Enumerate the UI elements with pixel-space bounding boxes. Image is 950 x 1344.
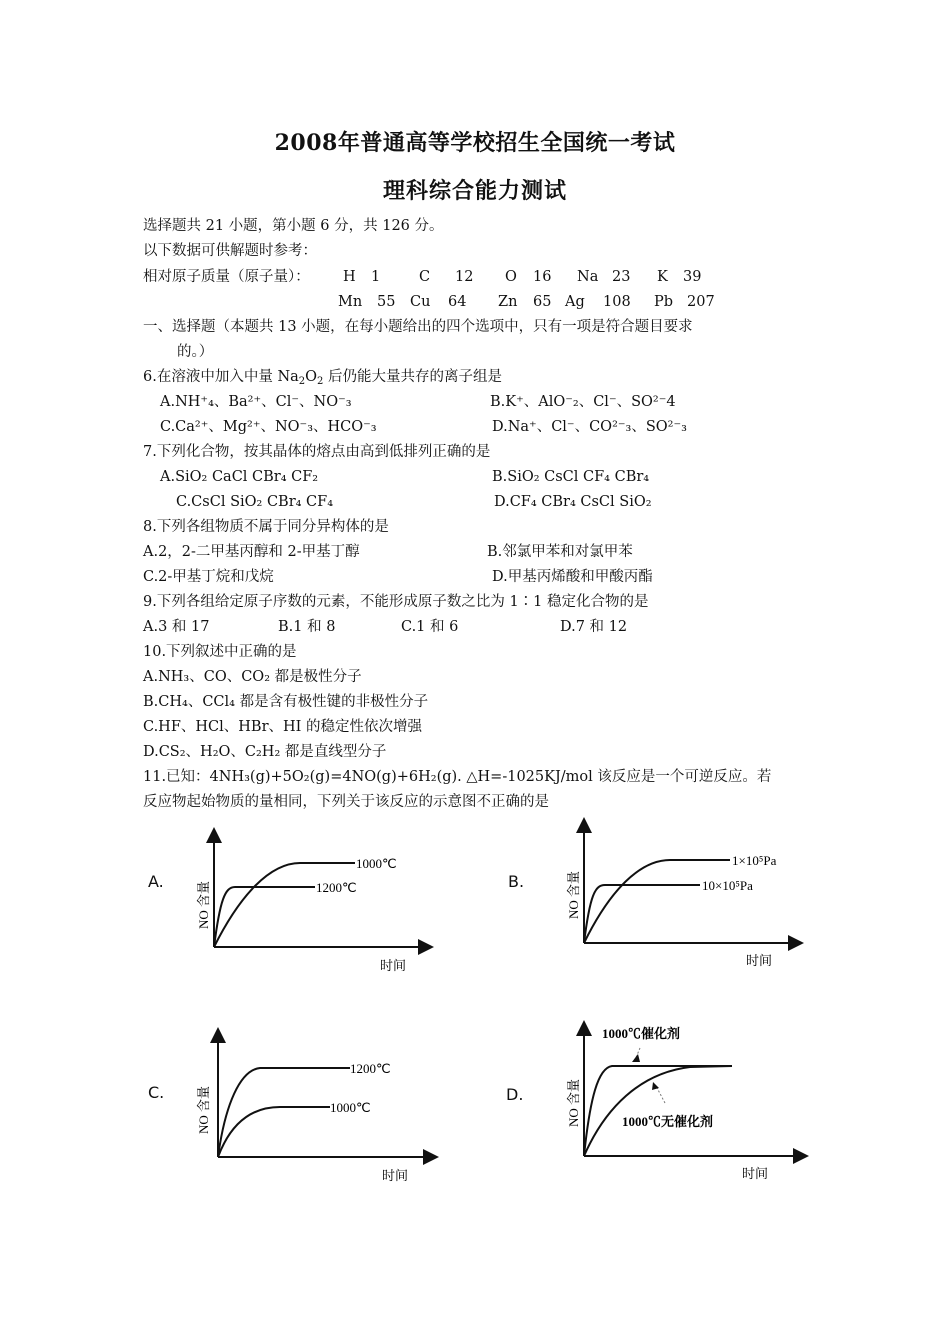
graph-a (190, 825, 450, 975)
graph-d (560, 1018, 820, 1183)
graph-a-label: A. (148, 872, 164, 891)
question-9-stem: 9.下列各组给定原子序数的元素，不能形成原子数之比为 1∶1 稳定化合物的是 (143, 594, 649, 610)
svg-text:1×10⁵Pa: 1×10⁵Pa (732, 853, 777, 868)
svg-text:NO 含量: NO 含量 (196, 1085, 211, 1135)
question-6-stem: 6.在溶液中加入中量 $Na_2O_2$ 后仍能大量共存的离子组是 (143, 369, 503, 387)
svg-text:时间: 时间 (746, 953, 773, 968)
graph-c (190, 1025, 450, 1185)
atomic-mass-label: 相对原子质量（原子量）： (143, 269, 310, 285)
atomic-mass-row-1: 相对原子质量（原子量）： H 1 C 12 O 16 Na 23 K 39 (143, 269, 702, 285)
question-8-option-a: A.2，2-二甲基丙醇和 2-甲基丁醇 (143, 544, 360, 560)
question-11-stem-cont: 反应物起始物质的量相同，下列关于该反应的示意图不正确的是 (143, 794, 549, 810)
question-6-option-a: A.NH⁺₄、Ba²⁺、Cl⁻、NO⁻₃ (160, 394, 352, 410)
page-subtitle: 理科综合能力测试 (382, 178, 567, 204)
question-8-option-c: C.2-甲基丁烷和戊烷 (143, 569, 274, 585)
svg-text:1000℃催化剂: 1000℃催化剂 (602, 1026, 681, 1041)
question-6-option-b: B.K⁺、AlO⁻₂、Cl⁻、SO²⁻4 (490, 394, 676, 410)
question-8-stem: 8.下列各组物质不属于同分异构体的是 (143, 519, 389, 535)
svg-text:1200℃: 1200℃ (316, 880, 357, 895)
question-7-stem: 7.下列化合物，按其晶体的熔点由高到低排列正确的是 (143, 444, 491, 460)
question-7-option-b: B.SiO₂ CsCl CF₄ CBr₄ (492, 469, 650, 485)
question-10-option-a: A.NH₃、CO、CO₂ 都是极性分子 (143, 669, 362, 685)
question-7-option-a: A.SiO₂ CaCl CBr₄ CF₂ (160, 469, 319, 485)
question-7-option-c: C.CsCl SiO₂ CBr₄ CF₄ (176, 494, 334, 510)
intro-line-2: 以下数据可供解题时参考： (143, 243, 317, 259)
svg-text:1000℃: 1000℃ (356, 856, 397, 871)
question-6-option-c: C.Ca²⁺、Mg²⁺、NO⁻₃、HCO⁻₃ (160, 419, 377, 435)
exam-page: 2008年普通高等学校招生全国统一考试 理科综合能力测试 选择题共 21 小题，第小题 6 分，共 126 分。 以下数据可供解题时参考： 相对原子质量（原子量）： H 1 C 12 O 16 Na 23 K 39 Mn 55 Cu 64 Zn 65 Ag 108 Pb 207 一、选择题（本题共 13 小题，在每小题给出的四个选项中，只有一项是符合题目要求 的。） 6.在溶液中加入中量 $Na_2O_2$ 后仍能大量共存的离子组是 A.NH⁺₄、Ba²⁺、Cl⁻、NO⁻₃ B.K⁺、AlO⁻₂、Cl⁻、SO²⁻4 C.Ca²⁺、Mg²⁺、NO⁻₃、HCO⁻₃ D.Na⁺、Cl⁻、CO²⁻₃、SO²⁻₃ 7.下列化合物，按其晶体的熔点由高到低排列正确的是 A.SiO₂ CaCl CBr₄ CF₂ B.SiO₂ CsCl CF₄ CBr₄ C.CsCl SiO₂ CBr₄ CF₄ D.CF₄ CBr₄ CsCl SiO₂ 8.下列各组物质不属于同分异构体的是 A.2，2-二甲基丙醇和 2-甲基丁醇 B.邻氯甲苯和对氯甲苯 C.2-甲基丁烷和戊烷 D.甲基丙烯酸和甲酸丙酯 9.下列各组给定原子序数的元素，不能形成原子数之比为 1∶1 稳定化合物的是 A.3 和 17 B.1 和 8 C.1 和 6 D.7 和 12 10.下列叙述中正确的是 A.NH₃、CO、CO₂ 都是极性分子 B.CH₄、CCl₄ 都是含有极性键的非极性分子 C.HF、HCl、HBr、HI 的稳定性依次增强 D.CS₂、H₂O、C₂H₂ 都是直线型分子 11.已知：4NH₃(g)+5O₂(g)=4NO(g)+6H₂(g). △H=-1025KJ/mol 该反应是一个可逆反应。若 反应物起始物质的量相同，下列关于该反应的示意图不正确的是 A. NO 含量 时间 1000℃ 1200℃ B. NO 含量 时间 1×10⁵Pa 10×10⁵Pa C. NO 含量 时间 1200℃ 1000℃ D. NO 含量 时间 1000℃催化剂 1000℃无催化剂 (0, 0, 950, 1344)
section-heading-cont: 的。） (177, 344, 214, 360)
svg-text:NO 含量: NO 含量 (566, 870, 581, 920)
section-heading: 一、选择题（本题共 13 小题，在每小题给出的四个选项中，只有一项是符合题目要求 (143, 319, 693, 335)
svg-text:时间: 时间 (380, 958, 407, 973)
svg-text:1200℃: 1200℃ (350, 1061, 391, 1076)
question-10-option-b: B.CH₄、CCl₄ 都是含有极性键的非极性分子 (143, 694, 429, 710)
graph-c-label: C. (148, 1083, 165, 1102)
page-title: 2008年普通高等学校招生全国统一考试 (274, 130, 676, 156)
question-11-stem: 11.已知：4NH₃(g)+5O₂(g)=4NO(g)+6H₂(g). △H=-1025KJ/mol 该反应是一个可逆反应。若 (143, 769, 772, 785)
graph-b (560, 815, 820, 970)
question-6-option-d: D.Na⁺、Cl⁻、CO²⁻₃、SO²⁻₃ (492, 419, 687, 435)
intro-line-1: 选择题共 21 小题，第小题 6 分，共 126 分。 (143, 218, 444, 234)
question-9-option-b: B.1 和 8 (278, 619, 336, 635)
svg-text:1000℃无催化剂: 1000℃无催化剂 (622, 1114, 714, 1129)
question-9-option-d: D.7 和 12 (560, 619, 628, 635)
question-10-stem: 10.下列叙述中正确的是 (143, 644, 297, 660)
question-7-option-d: D.CF₄ CBr₄ CsCl SiO₂ (494, 494, 652, 510)
svg-text:NO 含量: NO 含量 (196, 880, 211, 930)
question-9-option-a: A.3 和 17 (143, 619, 210, 635)
svg-text:10×10⁵Pa: 10×10⁵Pa (702, 878, 753, 893)
graph-d-label: D. (506, 1085, 524, 1104)
graph-b-label: B. (508, 872, 525, 891)
svg-text:1000℃: 1000℃ (330, 1100, 371, 1115)
svg-text:时间: 时间 (382, 1168, 409, 1183)
question-8-option-b: B.邻氯甲苯和对氯甲苯 (487, 544, 633, 560)
svg-text:时间: 时间 (742, 1166, 769, 1181)
question-8-option-d: D.甲基丙烯酸和甲酸丙酯 (492, 569, 653, 585)
question-9-option-c: C.1 和 6 (401, 619, 459, 635)
question-10-option-d: D.CS₂、H₂O、C₂H₂ 都是直线型分子 (143, 744, 387, 760)
svg-text:NO 含量: NO 含量 (566, 1078, 581, 1128)
question-10-option-c: C.HF、HCl、HBr、HI 的稳定性依次增强 (143, 719, 422, 735)
